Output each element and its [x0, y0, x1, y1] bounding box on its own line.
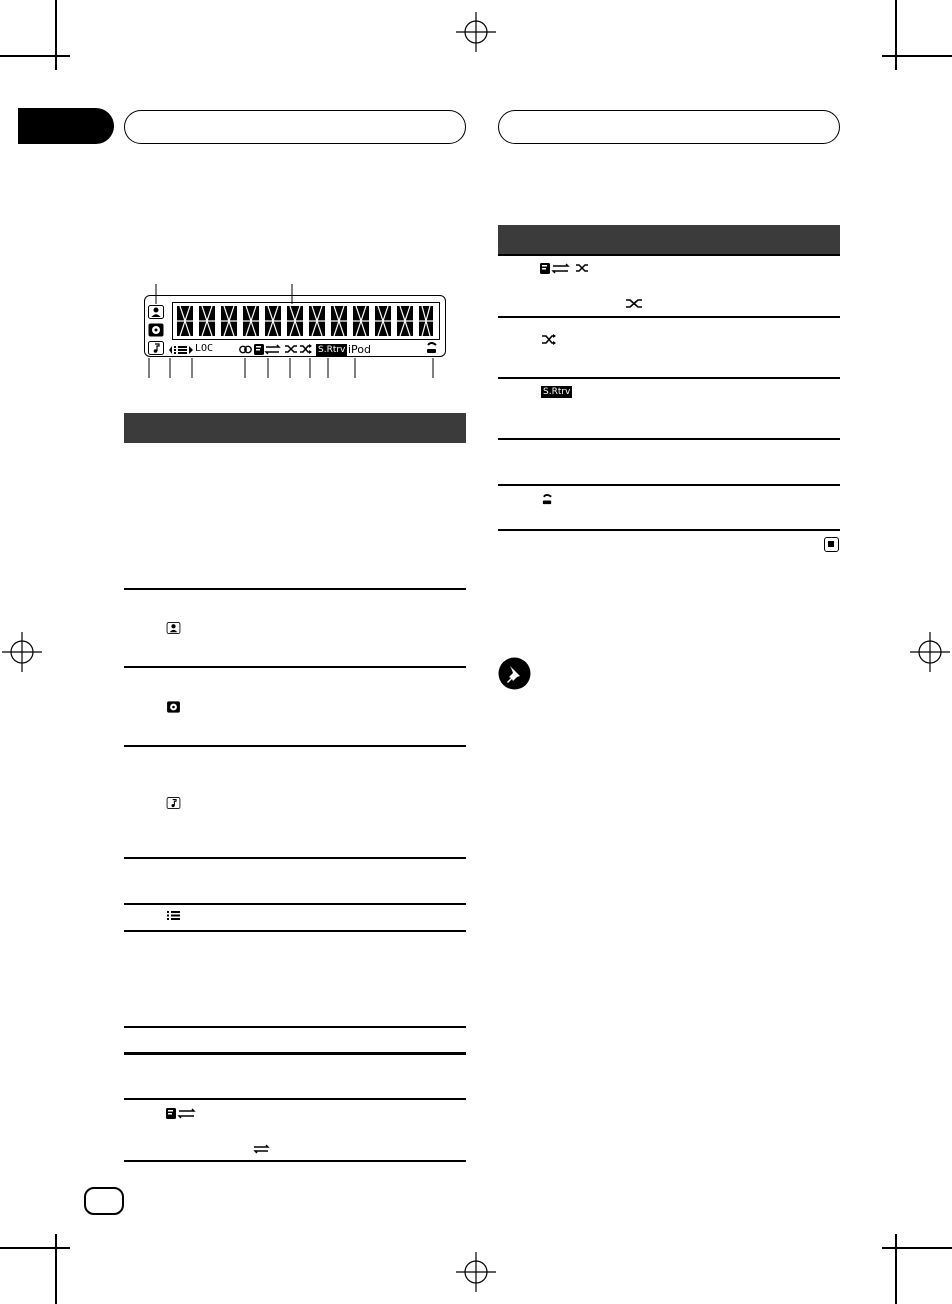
shuffle-icon	[299, 343, 313, 355]
segment-panel	[172, 302, 440, 340]
music-note-icon	[166, 797, 181, 809]
list-icon	[167, 910, 180, 921]
person-icon	[166, 622, 181, 634]
shuffle-all-icon	[625, 298, 643, 309]
page-number-badge	[84, 1187, 124, 1215]
registration-mark-left	[2, 632, 42, 672]
list-icon	[168, 344, 194, 356]
pushpin-icon	[498, 657, 531, 690]
left-table-header	[124, 413, 466, 443]
section-pill-left	[124, 110, 466, 144]
sound-retriever-icon	[541, 386, 572, 398]
repeat-icon	[253, 1143, 270, 1155]
ipod-indicator: iPod	[348, 343, 372, 356]
repeat-icon	[540, 262, 592, 275]
person-icon	[148, 305, 164, 319]
srtrv-text: S.Rtrv	[543, 387, 571, 397]
registration-mark-right	[910, 632, 950, 672]
music-note-icon	[148, 341, 164, 355]
srtrv-text: S.Rtrv	[318, 345, 346, 355]
phone-icon	[425, 342, 439, 355]
registration-mark-bottom	[456, 1252, 496, 1292]
repeat-indicator	[239, 343, 283, 356]
disc-icon	[148, 323, 164, 337]
repeat-icon	[166, 1107, 198, 1120]
sound-retriever-indicator	[316, 344, 347, 356]
segment-characters	[177, 306, 435, 336]
registration-mark-top	[456, 12, 496, 52]
chapter-tab	[18, 108, 114, 144]
disc-icon	[166, 701, 181, 713]
phone-icon	[541, 494, 554, 506]
section-pill-right	[498, 110, 840, 144]
right-table-header	[498, 225, 840, 255]
shuffle-all-icon	[284, 343, 298, 355]
shuffle-icon	[541, 334, 557, 345]
stop-icon	[824, 537, 839, 552]
loc-indicator: LOC	[195, 343, 214, 354]
